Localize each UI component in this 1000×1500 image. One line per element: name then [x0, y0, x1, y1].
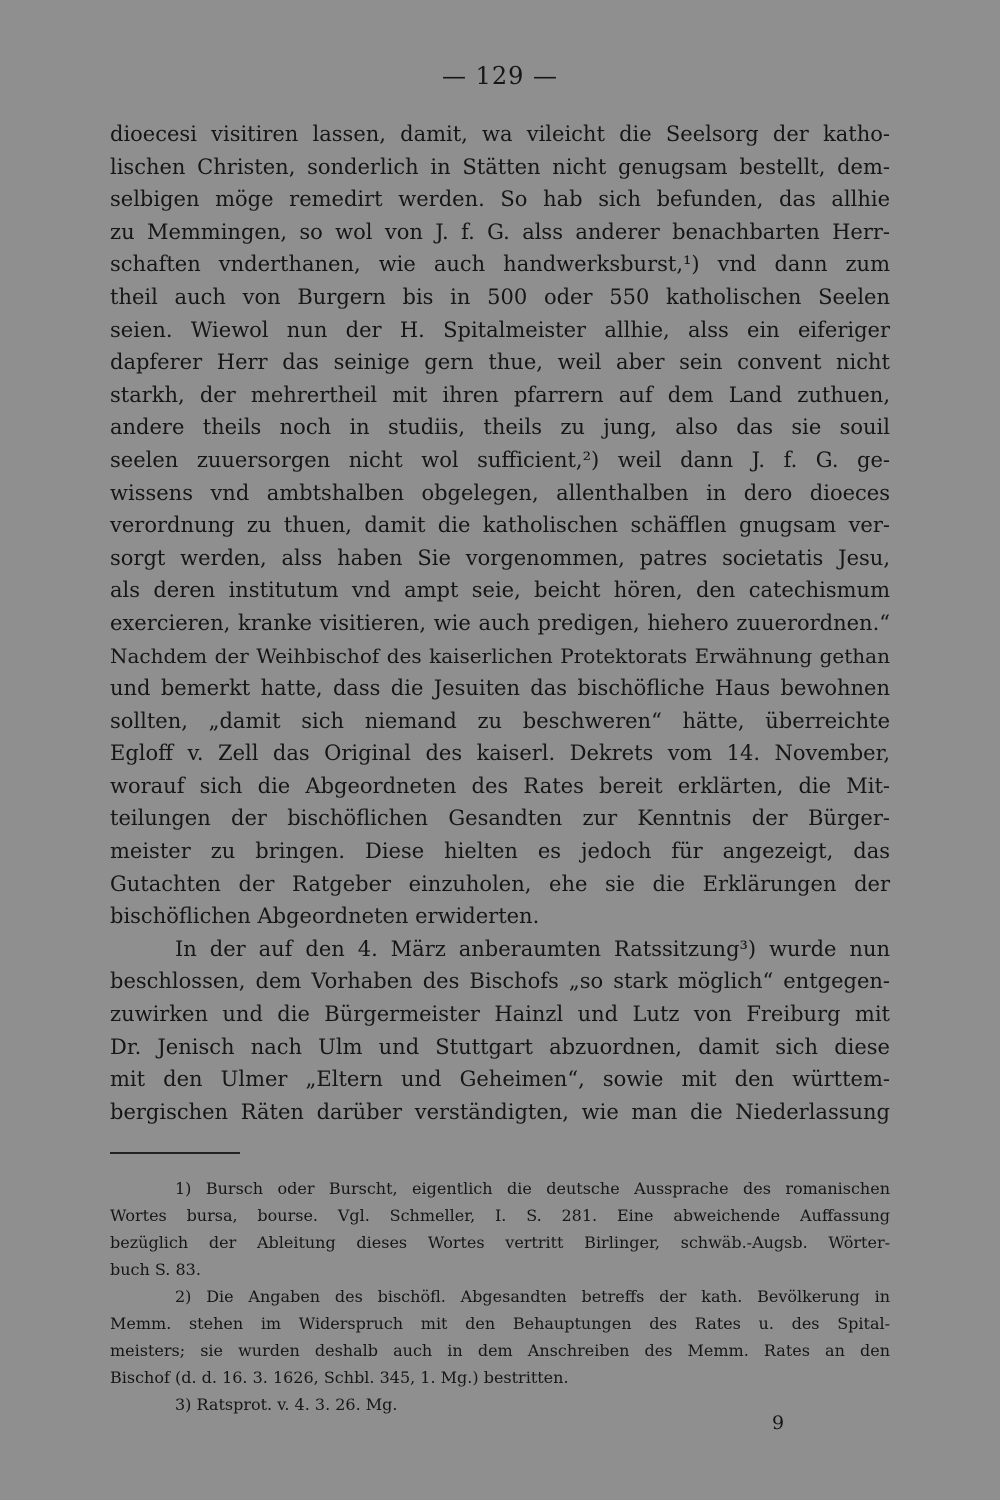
body-line: lischen Christen, sonderlich in Stätten nicht genugsam bestellt, dem-: [110, 154, 890, 179]
body-line: beschlossen, dem Vorhaben des Bischofs „so stark möglich“ entgegen-: [110, 969, 890, 994]
body-line: sorgt werden, alss haben Sie vorgenommen, patres societatis Jesu,: [110, 545, 890, 570]
body-line: zuwirken und die Bürgermeister Hainzl und Lutz von Freiburg mit: [110, 1002, 890, 1027]
body-line: verordnung zu thuen, damit die katholischen schäfflen gnugsam ver-: [110, 513, 890, 538]
body-line: mit den Ulmer „Eltern und Geheimen“, sowie mit den württem-: [110, 1067, 890, 1092]
body-line: Dr. Jenisch nach Ulm und Stuttgart abzuordnen, damit sich diese: [110, 1034, 890, 1059]
body-line: worauf sich die Abgeordneten des Rates bereit erklärten, die Mit-: [110, 773, 890, 798]
body-line: schaften vnderthanen, wie auch handwerksburst,¹) vnd dann zum: [110, 252, 890, 277]
footnotes: [110, 1175, 890, 1418]
footnote-line: 1) Bursch oder Burscht, eigentlich die deutsche Aussprache des romanischen: [175, 1179, 890, 1198]
body-line: teilungen der bischöflichen Gesandten zur Kenntnis der Bürger-: [110, 806, 890, 831]
body-line: als deren institutum vnd ampt seie, beicht hören, den catechismum: [110, 578, 890, 603]
body-line: meister zu bringen. Diese hielten es jedoch für angezeigt, das: [110, 839, 890, 864]
footnote-line: Memm. stehen im Widerspruch mit den Behauptungen des Rates u. des Spital-: [110, 1314, 890, 1333]
footnote-line: 2) Die Angaben des bischöfl. Abgesandten betreffs der kath. Bevölkerung in: [175, 1287, 890, 1306]
footnote-line: 3) Ratsprot. v. 4. 3. 26. Mg.: [175, 1395, 398, 1414]
body-line: theil auch von Burgern bis in 500 oder 550 katholischen Seelen: [110, 284, 890, 309]
footnote-line: buch S. 83.: [110, 1260, 201, 1279]
body-text: [110, 118, 890, 1128]
page-number: — 129 —: [441, 62, 559, 90]
footnote-line: Bischof (d. d. 16. 3. 1626, Schbl. 345, 1. Mg.) bestritten.: [110, 1368, 569, 1387]
body-line: dapferer Herr das seinige gern thue, weil aber sein convent nicht: [110, 350, 890, 375]
body-line: sollten, „damit sich niemand zu beschweren“ hätte, überreichte: [110, 708, 890, 733]
body-line: bischöflichen Abgeordneten erwiderten.: [110, 904, 540, 929]
body-line: seelen zuuersorgen nicht wol sufficient,²) weil dann J. f. G. ge-: [110, 447, 890, 472]
footnote-line: Wortes bursa, bourse. Vgl. Schmeller, I. S. 281. Eine abweichende Auffassung: [110, 1206, 890, 1225]
body-line: Egloff v. Zell das Original des kaiserl. Dekrets vom 14. November,: [110, 741, 890, 766]
signature-mark: 9: [772, 1412, 785, 1434]
body-line: dioecesi visitiren lassen, damit, wa vileicht die Seelsorg der katho-: [110, 122, 890, 146]
body-line: Gutachten der Ratgeber einzuholen, ehe sie die Erklärungen der: [110, 871, 890, 896]
body-line: selbigen möge remedirt werden. So hab sich befunden, das allhie: [110, 187, 890, 212]
body-line: starkh, der mehrertheil mit ihren pfarrern auf dem Land zuthuen,: [110, 382, 890, 407]
footnote-divider: [110, 1152, 240, 1154]
body-line: und bemerkt hatte, dass die Jesuiten das bischöfliche Haus bewohnen: [110, 676, 890, 701]
body-line: wissens vnd ambtshalben obgelegen, allenthalben in dero dioeces: [110, 480, 890, 505]
footnote-line: bezüglich der Ableitung dieses Wortes vertritt Birlinger, schwäb.-Augsb. Wörter-: [110, 1233, 890, 1252]
body-line: andere theils noch in studiis, theils zu jung, also das sie souil: [110, 415, 890, 440]
body-line: exercieren, kranke visitieren, wie auch predigen, hiehero zuuerordnen.“: [110, 610, 890, 635]
body-line: zu Memmingen, so wol von J. f. G. alss anderer benachbarten Herr-: [110, 219, 890, 244]
body-line: Nachdem der Weihbischof des kaiserlichen Protektorats Erwähnung gethan: [110, 643, 890, 668]
footnote-line: meisters; sie wurden deshalb auch in dem Anschreiben des Memm. Rates an den: [110, 1341, 890, 1360]
body-line: bergischen Räten darüber verständigten, wie man die Niederlassung: [110, 1099, 890, 1124]
body-line: In der auf den 4. März anberaumten Ratssitzung³) wurde nun: [175, 936, 890, 961]
body-line: seien. Wiewol nun der H. Spitalmeister allhie, alss ein eiferiger: [110, 317, 890, 342]
